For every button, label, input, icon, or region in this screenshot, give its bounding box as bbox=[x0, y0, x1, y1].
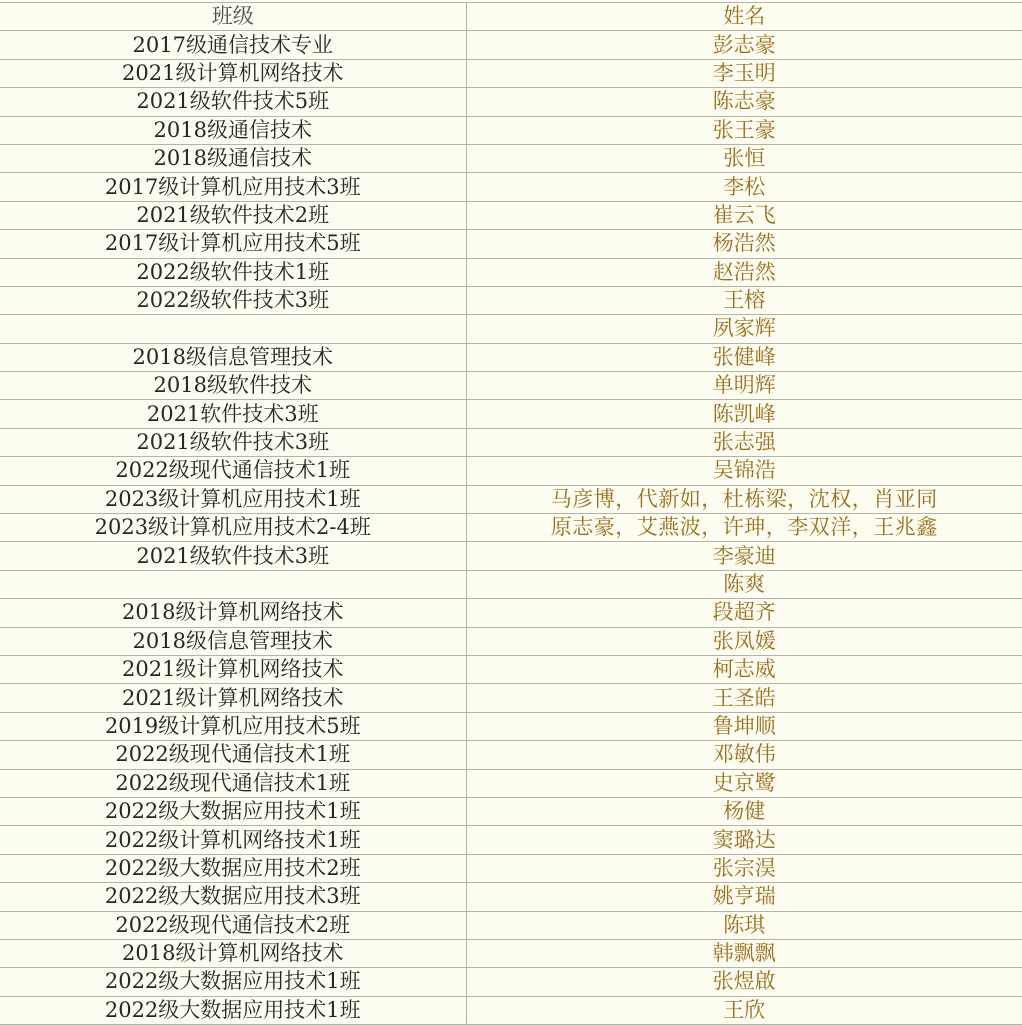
table-row bbox=[0, 144, 1022, 172]
class-cell[interactable]: 2022级大数据应用技术1班 bbox=[0, 996, 466, 1024]
name-cell[interactable]: 韩飘飘 bbox=[466, 939, 1022, 967]
name-cell[interactable]: 段超齐 bbox=[466, 599, 1022, 627]
table-row bbox=[0, 883, 1022, 911]
name-cell[interactable]: 杨健 bbox=[466, 797, 1022, 825]
name-cell[interactable]: 夙家辉 bbox=[466, 315, 1022, 343]
class-cell[interactable]: 2022级软件技术1班 bbox=[0, 258, 466, 286]
name-cell[interactable]: 陈爽 bbox=[466, 570, 1022, 598]
class-cell[interactable]: 2018级通信技术 bbox=[0, 144, 466, 172]
table-row bbox=[0, 996, 1022, 1024]
table-row bbox=[0, 911, 1022, 939]
name-cell[interactable]: 李豪迪 bbox=[466, 542, 1022, 570]
class-cell[interactable]: 2022级现代通信技术1班 bbox=[0, 741, 466, 769]
class-cell[interactable]: 2017级计算机应用技术3班 bbox=[0, 173, 466, 201]
table-row bbox=[0, 400, 1022, 428]
class-cell[interactable]: 2018级计算机网络技术 bbox=[0, 599, 466, 627]
table-row bbox=[0, 570, 1022, 598]
table-row bbox=[0, 457, 1022, 485]
table-row bbox=[0, 939, 1022, 967]
class-cell[interactable]: 2021级计算机网络技术 bbox=[0, 59, 466, 87]
name-cell[interactable]: 张凤媛 bbox=[466, 627, 1022, 655]
table-row bbox=[0, 514, 1022, 542]
class-cell[interactable]: 2018级软件技术 bbox=[0, 372, 466, 400]
table-row bbox=[0, 542, 1022, 570]
class-cell[interactable]: 2023级计算机应用技术2-4班 bbox=[0, 514, 466, 542]
table-row bbox=[0, 372, 1022, 400]
class-cell[interactable]: 2021级软件技术2班 bbox=[0, 201, 466, 229]
name-cell[interactable]: 陈琪 bbox=[466, 911, 1022, 939]
class-cell[interactable]: 2021软件技术3班 bbox=[0, 400, 466, 428]
name-cell[interactable]: 杨浩然 bbox=[466, 230, 1022, 258]
name-cell[interactable]: 吴锦浩 bbox=[466, 457, 1022, 485]
table-row bbox=[0, 230, 1022, 258]
table-body bbox=[0, 31, 1022, 1025]
table-row bbox=[0, 173, 1022, 201]
class-cell[interactable]: 2019级计算机应用技术5班 bbox=[0, 712, 466, 740]
class-cell[interactable]: 2021级软件技术5班 bbox=[0, 88, 466, 116]
name-cell[interactable]: 张志强 bbox=[466, 428, 1022, 456]
table-row bbox=[0, 769, 1022, 797]
class-cell[interactable]: 2022级软件技术3班 bbox=[0, 286, 466, 314]
class-cell[interactable]: 2022级大数据应用技术3班 bbox=[0, 883, 466, 911]
name-cell[interactable]: 崔云飞 bbox=[466, 201, 1022, 229]
name-cell[interactable]: 陈志豪 bbox=[466, 88, 1022, 116]
name-cell[interactable]: 李松 bbox=[466, 173, 1022, 201]
table-row bbox=[0, 627, 1022, 655]
name-column-header[interactable]: 姓名 bbox=[466, 3, 1022, 31]
table-row bbox=[0, 655, 1022, 683]
class-cell[interactable]: 2022级大数据应用技术1班 bbox=[0, 797, 466, 825]
name-cell[interactable]: 原志豪，艾燕波，许珅，李双洋，王兆鑫 bbox=[466, 514, 1022, 542]
name-cell[interactable]: 张王豪 bbox=[466, 116, 1022, 144]
table-row bbox=[0, 59, 1022, 87]
class-cell[interactable]: 2022级计算机网络技术1班 bbox=[0, 826, 466, 854]
table-row bbox=[0, 31, 1022, 59]
name-cell[interactable]: 张煜啟 bbox=[466, 968, 1022, 996]
name-cell[interactable]: 张健峰 bbox=[466, 343, 1022, 371]
name-cell[interactable]: 史京鹭 bbox=[466, 769, 1022, 797]
name-cell[interactable]: 王圣皓 bbox=[466, 684, 1022, 712]
name-cell[interactable]: 张恒 bbox=[466, 144, 1022, 172]
name-cell[interactable]: 单明辉 bbox=[466, 372, 1022, 400]
name-cell[interactable]: 张宗淏 bbox=[466, 854, 1022, 882]
class-cell[interactable]: 2021级计算机网络技术 bbox=[0, 655, 466, 683]
class-cell[interactable]: 2022级现代通信技术1班 bbox=[0, 457, 466, 485]
class-cell[interactable]: 2018级通信技术 bbox=[0, 116, 466, 144]
name-cell[interactable]: 李玉明 bbox=[466, 59, 1022, 87]
class-cell[interactable]: 2017级计算机应用技术5班 bbox=[0, 230, 466, 258]
name-cell[interactable]: 马彦博，代新如，杜栋梁，沈权，肖亚同 bbox=[466, 485, 1022, 513]
class-column-header[interactable]: 班级 bbox=[0, 3, 466, 31]
name-cell[interactable]: 陈凯峰 bbox=[466, 400, 1022, 428]
table-row bbox=[0, 343, 1022, 371]
name-cell[interactable]: 窦璐达 bbox=[466, 826, 1022, 854]
class-cell[interactable]: 2018级计算机网络技术 bbox=[0, 939, 466, 967]
table-row bbox=[0, 797, 1022, 825]
class-cell[interactable]: 2022级大数据应用技术2班 bbox=[0, 854, 466, 882]
table-row bbox=[0, 116, 1022, 144]
class-cell[interactable]: 2021级软件技术3班 bbox=[0, 428, 466, 456]
table-row bbox=[0, 485, 1022, 513]
name-cell[interactable]: 鲁坤顺 bbox=[466, 712, 1022, 740]
class-cell[interactable]: 2018级信息管理技术 bbox=[0, 343, 466, 371]
name-list-table bbox=[0, 2, 1022, 1025]
header-row bbox=[0, 3, 1022, 31]
table-row bbox=[0, 854, 1022, 882]
class-cell[interactable]: 2021级软件技术3班 bbox=[0, 542, 466, 570]
table-row bbox=[0, 599, 1022, 627]
table-row bbox=[0, 201, 1022, 229]
name-cell[interactable]: 柯志威 bbox=[466, 655, 1022, 683]
class-cell[interactable]: 2022级大数据应用技术1班 bbox=[0, 968, 466, 996]
table-row bbox=[0, 258, 1022, 286]
class-cell[interactable]: 2018级信息管理技术 bbox=[0, 627, 466, 655]
name-cell[interactable]: 赵浩然 bbox=[466, 258, 1022, 286]
name-cell[interactable]: 王榕 bbox=[466, 286, 1022, 314]
table-row bbox=[0, 428, 1022, 456]
table-row bbox=[0, 88, 1022, 116]
name-cell[interactable]: 姚亨瑞 bbox=[466, 883, 1022, 911]
class-cell[interactable]: 2023级计算机应用技术1班 bbox=[0, 485, 466, 513]
name-cell[interactable]: 王欣 bbox=[466, 996, 1022, 1024]
name-cell[interactable]: 邓敏伟 bbox=[466, 741, 1022, 769]
table-row bbox=[0, 684, 1022, 712]
table-row bbox=[0, 315, 1022, 343]
table-row bbox=[0, 968, 1022, 996]
class-cell[interactable]: 2022级现代通信技术2班 bbox=[0, 911, 466, 939]
class-cell[interactable] bbox=[0, 570, 466, 598]
table-row bbox=[0, 712, 1022, 740]
name-cell[interactable]: 彭志豪 bbox=[466, 31, 1022, 59]
class-cell[interactable] bbox=[0, 315, 466, 343]
table-row bbox=[0, 741, 1022, 769]
class-cell[interactable]: 2017级通信技术专业 bbox=[0, 31, 466, 59]
table-row bbox=[0, 826, 1022, 854]
table-row bbox=[0, 286, 1022, 314]
class-cell[interactable]: 2021级计算机网络技术 bbox=[0, 684, 466, 712]
class-cell[interactable]: 2022级现代通信技术1班 bbox=[0, 769, 466, 797]
